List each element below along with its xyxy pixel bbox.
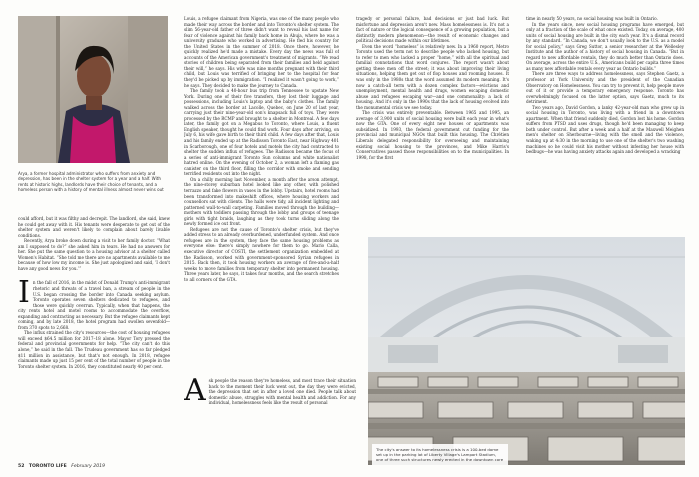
article-column-4 (526, 16, 684, 228)
body-paragraph: The crisis was entirely preventable. Between 1965 and 1995, an average of 3,900 units of social housing were built each year in what's now the GTA. One of every eight new houses or apartments was subsidized. In 1993, the federal government cut funding for the provincial and municipal NGOs that built this housing. The Chrétien Liberals delegated responsibility for overseeing and maintaining existing social housing to the provinces, and Mike Harris's Conservatives passed those responsibilities on to the municipalities. In 1998, for the first (356, 110, 509, 160)
portrait-photo (18, 16, 168, 163)
body-paragraph: In the years since, new social housing programs have emerged, but only at a fraction of the scale of what once existed. Today, on average, 400 units of social housing are built in the city each year. It's a dismal record by any standard. “In Canada, we don't usually look to the U.S. as a model for social policy,” says Greg Suttor, a senior researcher at the Wellesley Institute and the author of a history of social housing in Canada. “But in regard to new affordable rentals, they do much better than Ontario does. On average, across the entire U.S., Americans build per capita three times as many new affordable rentals every year as Ontario builds.” (526, 21, 684, 71)
body-text: n the fall of 2016, in the midst of Donald Trump's anti-immigrant rhetoric and threats of a travel ban, a stream of people in the U.S. began crossing the border into Canada seeking asylum. Toronto operates seven shelters dedicated to refugees, and those were quickly overrun. Typically, when that happens, the city rents hotel and motel rooms to accommodate the overflow, expanding and contracting as necessary. But the refugee claimants kept coming, and by late 2018, the hotel program had swollen sevenfold—from 370 spots to 2,668. (18, 280, 170, 330)
body-paragraph: The influx strained the city's resources—the cost of housing refugees will exceed $64.5 million for 2017–18 alone. Mayor Tory pressed the federal and provincial governments for help. “The city can't do this alone,” he said in the fall. The Trudeau government has so far pledged $11 million in assistance, but that's not enough. In 2018, refugee claimants made up just 15 per cent of the total number of people in the Toronto shelter system. In 2016, they constituted nearly 40 per cent. (18, 330, 170, 369)
body-paragraph: could afford, but it was filthy and decrepit. The landlord, she said, knew he could get away with it. His tenants were desperate to get out of the shelter system and weren't likely to complain about barely livable conditions. (18, 216, 170, 238)
drop-cap: A (184, 378, 206, 408)
section-opening-paragraph (184, 378, 356, 406)
dome-caption: The city's answer to its homelessness crisis is a 100-bed dome set up in the parking lot of Liberty Village's Lamport Stadium, one of three such structures newly erected in the downtown core (372, 444, 508, 465)
body-text: sk people the reason they're homeless, and most trace their situation back to the moment their luck went out, the day they were evicted, the depression that set in after a loved one died. People talk about domestic abuse, struggles with mental health and addiction. For any individual, homelessness feels like the result of personal (208, 378, 356, 406)
article-column-3 (356, 16, 509, 228)
body-paragraph: time in nearly 50 years, no social housing was built in Ontario. (526, 16, 658, 21)
body-paragraph: tragedy or personal failure, bad decisions or just bad luck. But misfortune and depression aren't new. Mass homelessness is. It's not a fact of nature or the logical consequence of a growing population, but a distinctly modern phenomenon—the result of economic changes and political decisions made within our lifetimes. (356, 16, 509, 44)
body-paragraph: Two years ago, David Gordon, a lanky 42-year-old man who grew up in social housing in Toronto, was living with a friend in a downtown apartment. When that friend suddenly died, Gordon lost his home. Gordon suffers from PTSD and uses drugs, though he'd been managing to keep both under control. But after a week and a half at the Maxwell Meighen men's shelter on Sherbourne—living with the smell and the violence, waking up at 4:30 in the morning to use one of the shelter's two washing machines so he could visit his mother without infesting her house with bedbugs—he was having anxiety attacks again and developed a wracking (526, 104, 684, 155)
drop-cap: I (18, 275, 30, 311)
page-number: 52 (18, 464, 25, 469)
body-paragraph: On a chilly morning last November, a month after the arson attempt, the nine-storey suburban hotel looked like any other, with polished terrazzo and fake flowers in vases in the lobby. Upstairs, hotel rooms had been transformed into makeshift offices, where housing workers and counsellors sat with clients. The halls were tidy, all incident lighting and patterned wall-to-wall carpeting. Families moved through the building—mothers with toddlers passing through the lobby and groups of teenage girls with tight braids, laughing as they took turns sliding along the newly formed ice out front. (184, 176, 339, 227)
photo-caption: Arya, a former hospital administrator who suffers from anxiety and depression, has been in the shelter system for a year and a half. With rents at historic highs, landlords have their choice of tenants, and a homeless person with a history of mental illness almost never wins out (18, 171, 164, 192)
issue-date: February 2019 (71, 464, 105, 469)
magazine-name: TORONTO LIFE (28, 464, 67, 469)
body-paragraph: There are three ways to address homelessness, says Stephen Gaetz, a professor at York University and the president of the Canadian Observatory on Homelessness. You can try to prevent it, help people move out of it or provide a temporary emergency response. Toronto has overwhelmingly focused on the latter option, says Gaetz, much to its detriment. (526, 71, 684, 105)
body-paragraph: Louis, a refugee claimant from Nigeria, was one of the many people who made their way across the border and into Toronto's shelter system. The slim 56-year-old father of three didn't want to reveal his last name for fear of violence against his family back home in Abuja, where he was a university graduate who worked in advertising. He fled his country for the United States in the summer of 2018. Once there, however, he quickly realized he'd made a mistake. Every day the news was full of accounts of the American government's treatment of migrants. “We read stories of children being separated from their families and held against their will,” he says. His wife was nine months pregnant with their third child, but Louis was terrified of bringing her to the hospital for fear they'd be picked up by immigration. “I realized it wasn't going to work,” he says. They decided to make the journey to Canada. (184, 16, 339, 88)
article-column-1 (18, 216, 170, 458)
section-opening-block (184, 378, 356, 462)
body-paragraph: Recently, Arya broke down during a visit to her family doctor. “What am I supposed to do?” she asked him in tears. He had no answers for her. She put the same question to a housing advisor at a shelter called Women's Habitat. “She told me there are no apartments available to me because of how low my income is. She just apologized and said, ‘I don't have any good news for you.’” (18, 238, 170, 271)
dome-photo (368, 237, 685, 465)
body-paragraph: Refugees are not the cause of Toronto's shelter crisis, but they've added stress to an already overburdened, underfunded system. And once refugees are in the system, they face the same housing problems as everyone else: there's simply nowhere for them to go. Mario Calla, executive director of COSTI, the settlement organization embedded at the Radisson, worked with government-sponsored Syrian refugees in 2015. Back then, it took housing workers an average of five-and-a-half weeks to move families from temporary shelter into permanent housing. Three years later, he says, it takes four months, and the search stretches to all corners of the GTA. (184, 226, 339, 282)
page-footer (18, 464, 105, 469)
body-paragraph: The family took a 40-hour bus trip from Tennessee to upstate New York. During one of their five transfers, they lost their luggage and possessions, including Louis's laptop and the baby's clothes. The family walked across the border at Lacolle, Quebec, on June 20 of last year, carrying just their nine-year-old son's knapsack full of toys. They were processed by the RCMP and brought to a shelter in Montreal. A few days later, the family got on a Megabus to Toronto, where Louis, a fluent English speaker, thought he could find work. Four days after arriving, on July 6, his wife gave birth to their third child. A few days after that, Louis and his family ended up at the Radisson Toronto East, near Highway 401 in Scarborough, one of four hotels and motels the city had contracted to shelter the sudden influx of refugees. The Radisson became the focus of a series of anti-immigrant Toronto Sun columns and white nationalist hatred online. On the evening of October 2, a woman left a flaming gas canister on the third floor, filling the corridor with smoke and sending terrified residents out into the night. (184, 88, 339, 177)
section-opening-paragraph (18, 275, 170, 330)
body-paragraph: Even the word “homeless” is relatively new. In a 1960 report, Metro Toronto used the term not to describe people who lacked housing, but to refer to men who lacked a proper “home,” with all the spiritual and familial connotations that word conjures. The report wasn't about getting these men off the street; it was about improving their living situations, helping them get out of flop houses and rooming houses. It was only in the 1980s that the word assumed its modern meaning. It's now a catch-all term with a dozen complex factors—evictions and unemployment, mental health and drugs, women escaping domestic abuse and refugees escaping war—and one commonality: a lack of housing. And it's only in the 1990s that the lack of housing evolved into the monumental crisis we see today. (356, 43, 509, 110)
